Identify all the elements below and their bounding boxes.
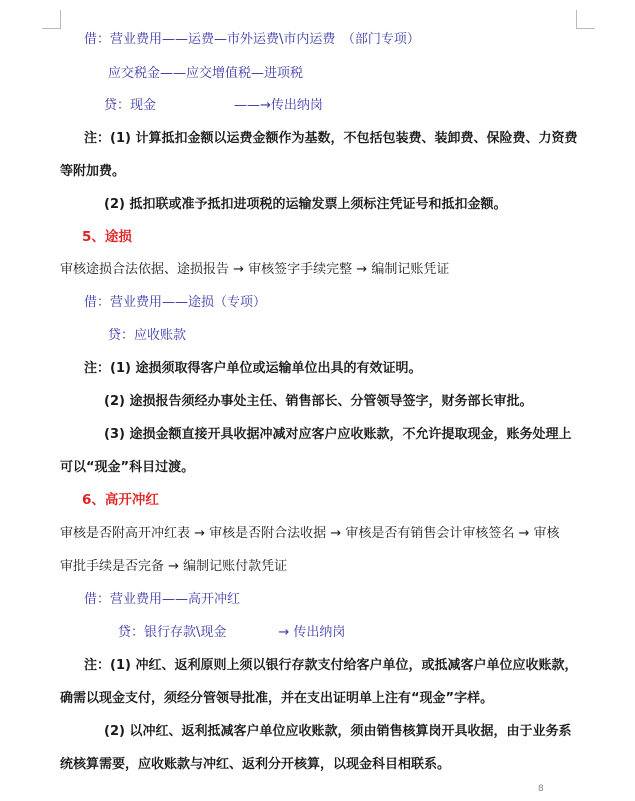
debit-loss: 借：营业费用——途损（专项） [84,295,267,310]
debit-red: 借：营业费用——高开冲红 [84,592,241,607]
flow-6-line-2: 审批手续是否完备 → 编制记账付款凭证 [60,559,288,574]
credit-cash: 贷：现金 ——→传出纳岗 [104,98,323,113]
page-number: 8 [538,784,544,794]
loss-note-1: 注：(1) 途损须取得客户单位或运输单位出具的有效证明。 [84,361,422,376]
corner-mark-top-right [576,10,595,29]
flow-6-line-1: 审核是否附高开冲红表 → 审核是否附合法收据 → 审核是否有销售会计审核签名 → 审核 [60,526,560,541]
note-1-line-2: 等附加费。 [60,164,126,179]
note-1-line-1: 注：(1) 计算抵扣金额以运费金额作为基数，不包括包装费、装卸费、保险费、力资费 [84,131,578,146]
loss-note-3-line-2: 可以“现金”科目过渡。 [60,460,195,475]
debit-freight: 借：营业费用——运费—市外运费\市内运费 （部门专项） [84,32,420,47]
credit-receivable: 贷：应收账款 [108,328,187,343]
red-note-1-line-1: 注：(1) 冲红、返利原则上须以银行存款支付给客户单位，或抵减客户单位应收账款， [84,658,578,673]
note-2: (2) 抵扣联或准予抵扣进项税的运输发票上须标注凭证号和抵扣金额。 [104,197,507,212]
tax-entry: 应交税金——应交增值税—进项税 [108,66,304,81]
red-note-2-line-1: (2) 以冲红、返利抵减客户单位应收账款，须由销售核算岗开具收据，由于业务系 [104,724,572,739]
flow-5: 审核途损合法依据、途损报告 → 审核签字手续完整 → 编制记账凭证 [60,262,450,277]
section-heading-6: 6、高开冲红 [82,492,159,508]
red-note-1-line-2: 确需以现金支付，须经分管领导批准，并在支出证明单上注有“现金”字样。 [60,691,494,706]
credit-bank: 贷：银行存款\现金 → 传出纳岗 [118,625,346,640]
red-note-2-line-2: 统核算需要，应收账款与冲红、返利分开核算，以现金科目相联系。 [60,757,451,772]
loss-note-3-line-1: (3) 途损金额直接开具收据冲减对应客户应收账款，不允许提取现金，账务处理上 [104,427,572,442]
section-heading-5: 5、途损 [82,229,132,245]
loss-note-2: (2) 途损报告须经办事处主任、销售部长、分管领导签字，财务部长审批。 [104,394,533,409]
corner-mark-top-left [42,10,61,29]
